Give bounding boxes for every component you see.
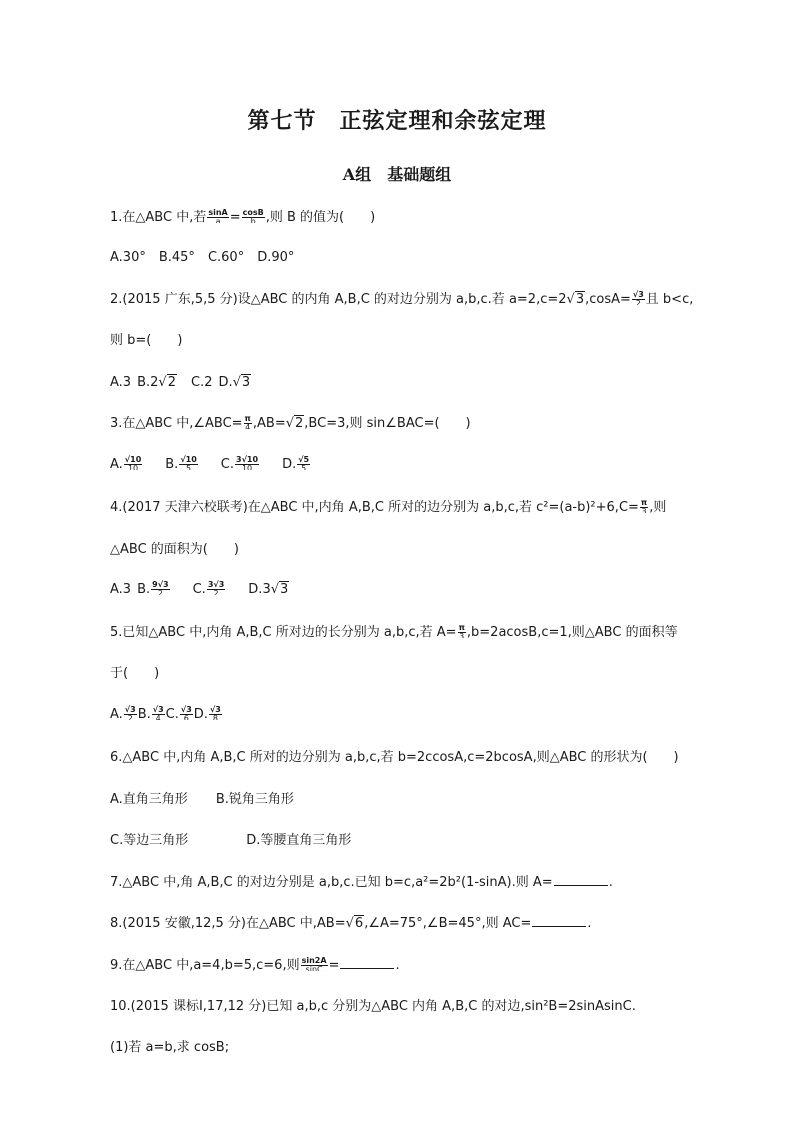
option-c: C. $\frac{3√3}{2}$ xyxy=(192,579,225,597)
question-4-options xyxy=(110,580,289,600)
question-3: 3.在△ABC 中,∠ABC= $\frac{\pi}{4}$ ,AB=√2,BC=3,则 sin∠BAC=( ) xyxy=(110,413,471,431)
question-5-options xyxy=(110,705,223,725)
option-b: B.锐角三角形 xyxy=(215,792,294,807)
question-2: 2.(2015 广东,5,5 分)设△ABC 的内角 A,B,C 的对边分别为 a,b,c.若 a=2,c=2√3,cosA= $\frac{√3}{2}$ 且 b<c, xyxy=(110,289,694,307)
option-d: D.90° xyxy=(257,250,295,265)
option-a: A.直角三角形 xyxy=(110,792,188,807)
question-9: 9.在△ABC 中,a=4,b=5,c=6,则 $\frac{\sin 2A}{\sin C}$ = . xyxy=(110,955,400,973)
question-5-line-2: 于( ) xyxy=(110,666,160,681)
sqrt: √6 xyxy=(345,916,364,931)
option-c: C.2 xyxy=(190,375,213,390)
option-d: D. $\frac{√5}{5}$ xyxy=(282,454,310,472)
page-title: 第七节 正弦定理和余弦定理 xyxy=(247,108,547,134)
question-10-part-1: (1)若 a=b,求 cosB; xyxy=(110,1040,230,1055)
fraction: $\frac{\cos B}{b}$ xyxy=(242,207,264,223)
question-2-options xyxy=(110,373,251,393)
option-b: B. $\frac{9√3}{2}$ xyxy=(137,579,169,597)
answer-blank xyxy=(532,914,586,927)
fraction: $\frac{\sin 2A}{\sin C}$ xyxy=(301,955,327,971)
fraction: $\frac{\sin A}{a}$ xyxy=(208,207,228,223)
fraction: $\frac{\pi}{3}$ xyxy=(640,497,648,513)
fraction: $\frac{\pi}{4}$ xyxy=(244,413,251,429)
option-d: D.√3 xyxy=(218,375,251,390)
option-a: A. $\frac{√3}{2}$ xyxy=(110,704,136,722)
question-7: 7.△ABC 中,角 A,B,C 的对边分别是 a,b,c.已知 b=c,a²=2b²(1-sinA).则 A= . xyxy=(110,875,613,890)
question-8: 8.(2015 安徽,12,5 分)在△ABC 中,AB=√6,∠A=75°,∠B=45°,则 AC= . xyxy=(110,916,592,931)
answer-blank xyxy=(554,873,608,886)
section-title: A组 基础题组 xyxy=(342,165,452,184)
option-a: A.3 xyxy=(110,582,132,597)
fraction: $\frac{\pi}{3}$ xyxy=(458,622,465,638)
question-6-options-row-1 xyxy=(110,790,294,810)
sqrt: √3 xyxy=(566,292,585,307)
question-3-options xyxy=(110,455,311,475)
question-5: 5.已知△ABC 中,内角 A,B,C 所对边的长分别为 a,b,c,若 A= $\frac{\pi}{3}$ ,b=2acosB,c=1,则△ABC 的面积等 xyxy=(110,622,678,640)
option-a: A. $\frac{√10}{10}$ xyxy=(110,454,142,472)
sqrt: √2 xyxy=(285,416,304,431)
question-6: 6.△ABC 中,内角 A,B,C 所对的边分别为 a,b,c,若 b=2ccosA,c=2bcosA,则△ABC 的形状为( ) xyxy=(110,750,679,765)
option-c: C. $\frac{√3}{6}$ xyxy=(165,704,192,722)
option-b: B.45° xyxy=(158,250,195,265)
option-c: C.60° xyxy=(207,250,245,265)
question-6-options-row-2 xyxy=(110,831,351,851)
question-10: 10.(2015 课标Ⅰ,17,12 分)已知 a,b,c 分别为△ABC 内角 A,B,C 的对边,sin²B=2sinAsinC. xyxy=(110,999,636,1014)
option-b: B. $\frac{√3}{4}$ xyxy=(137,704,164,722)
option-a: A.30° xyxy=(110,250,146,265)
answer-blank xyxy=(340,956,394,969)
option-b: B.2√2 xyxy=(137,375,176,390)
option-d: D.3√3 xyxy=(248,582,289,597)
fraction: $\frac{√3}{2}$ xyxy=(632,289,644,305)
option-d: D.等腰直角三角形 xyxy=(246,833,352,848)
question-1: 1.在△ABC 中,若 $\frac{\sin A}{a}$ = $\frac{\cos B}{b}$ ,则 B 的值为( ) xyxy=(110,207,376,225)
option-d: D. $\frac{√3}{8}$ xyxy=(193,704,221,722)
question-4-line-2: △ABC 的面积为( ) xyxy=(110,542,239,557)
question-2-line-2: 则 b=( ) xyxy=(110,333,183,348)
question-1-options xyxy=(110,248,294,268)
option-a: A.3 xyxy=(110,375,132,390)
option-c: C. $\frac{3√10}{10}$ xyxy=(220,454,259,472)
option-b: B. $\frac{√10}{5}$ xyxy=(165,454,197,472)
question-4: 4.(2017 天津六校联考)在△ABC 中,内角 A,B,C 所对的边分别为 a,b,c,若 c²=(a-b)²+6,C= $\frac{\pi}{3}$ ,则 xyxy=(110,497,667,515)
option-c: C.等边三角形 xyxy=(110,833,189,848)
